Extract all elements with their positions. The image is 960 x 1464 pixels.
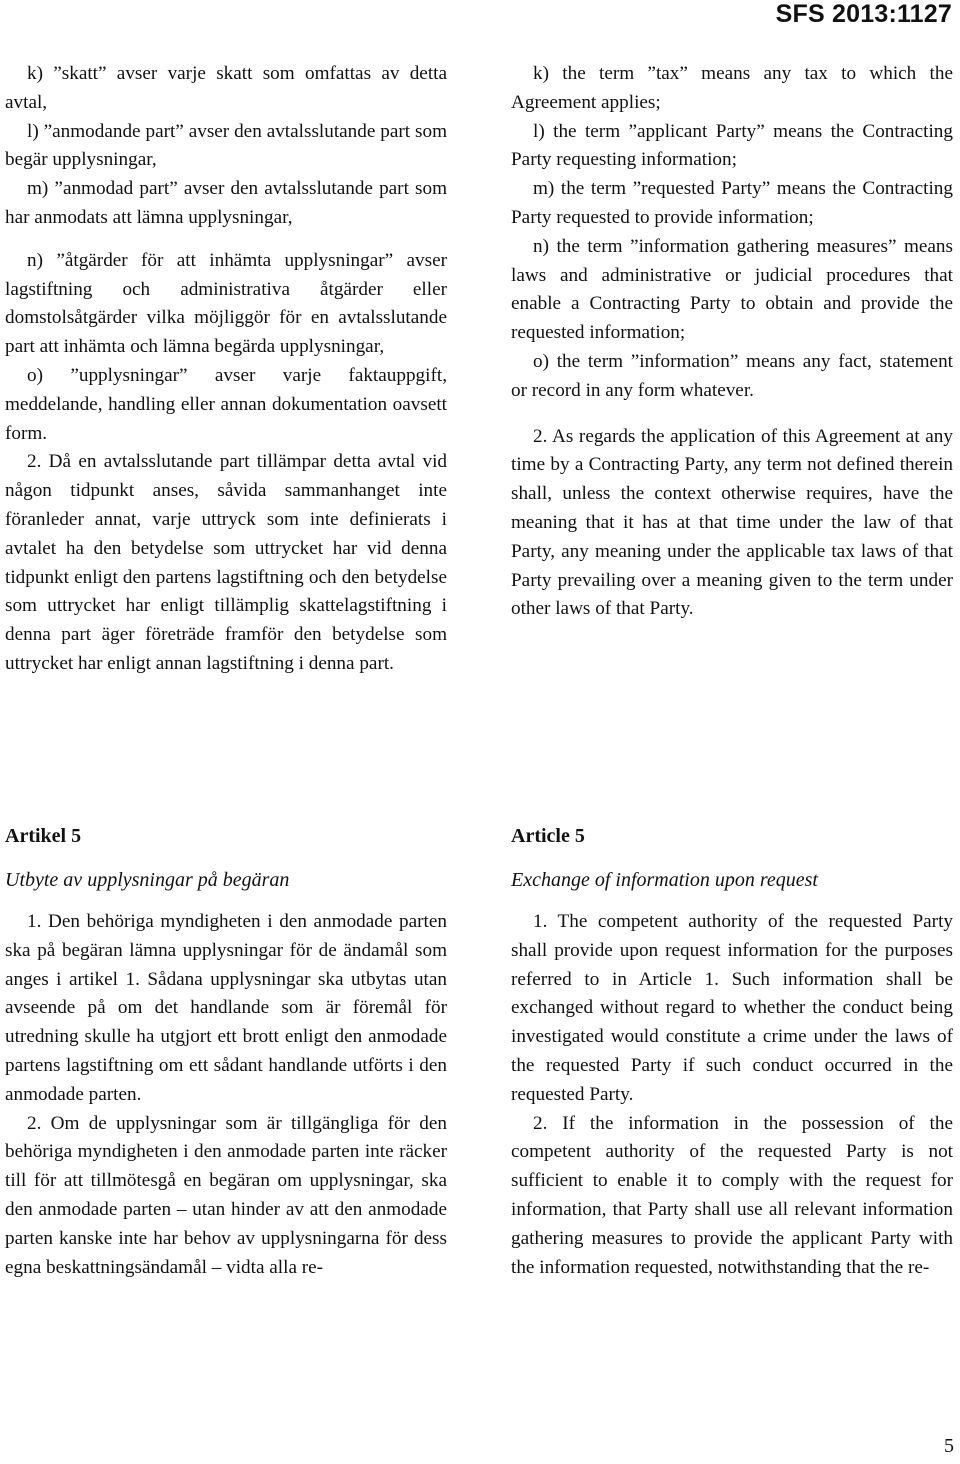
definition-l-en: l) the term ”applicant Party” means the Contracting Party requesting information; (511, 120, 953, 171)
article-5-paragraph-2-sv: 2. Om de upplysningar som är tillgängliga för den behöriga myndigheten i den anmodade parten inte räcker till för att tillmötesgå en begäran om upplysningar, ska den anmodade parten – utan hinder av att den anmodade parten kanske inte har behov av upplysningarna för dess egna beskattningsändamål – vidta alla re- (5, 1112, 447, 1278)
definition-n-en: n) the term ”information gathering measures” means laws and administrative or judicial procedures that enable a Contracting Party to obtain and provide the requested information; (511, 235, 953, 344)
paragraph-2-sv: 2. Då en avtalsslutande part tillämpar detta avtal vid någon tidpunkt anses, såvida sammanhanget inte föranleder annat, varje uttryck som inte definierats i avtalet ha den betydelse som uttrycket har vid denna tidpunkt enligt den partens lagstiftning och den betydelse som uttrycket har enligt tillämplig skattelagstiftning i denna part äger företräde framför den betydelse som uttrycket har enligt annan lagstiftning i denna part. (5, 451, 447, 674)
paragraph-2-en: 2. As regards the application of this Agreement at any time by a Contracting Party, any term not defined therein shall, unless the context otherwise requires, have the meaning that it has at that time under the law of that Party, any meaning under the applicable tax laws of that Party prevailing over a meaning given to the term under other laws of that Party. (511, 425, 953, 620)
article-5-paragraph-1-en: 1. The competent authority of the requested Party shall provide upon request information for the purposes referred to in Article 1. Such information shall be exchanged without regard to whether the conduct being investigated would constitute a crime under the laws of the requested Party if such conduct occurred in the requested Party. (511, 911, 953, 1105)
article-subheading-sv: Utbyte av upplysningar på begäran (5, 869, 290, 891)
article-heading-sv: Artikel 5 (5, 825, 82, 847)
definition-o-sv: o) ”upplysningar” avser varje faktauppgift, meddelande, handling eller annan dokumentation oavsett form. (5, 364, 447, 444)
definition-o-en: o) the term ”information” means any fact, statement or record in any form whatever. (511, 350, 953, 401)
page-number: 5 (944, 1435, 954, 1457)
article-heading-en: Article 5 (511, 825, 585, 847)
sfs-reference: SFS 2013:1127 (775, 0, 952, 28)
article-5-paragraph-1-sv: 1. Den behöriga myndigheten i den anmodade parten ska på begäran lämna upplysningar för de ändamål som anges i artikel 1. Sådana upplysningar ska utbytas utan avseende på om det handlande som är föremål för utredning skulle ha utgjort ett brott enligt den anmodade partens lagstiftning om ett sådant handlande utförts i den anmodade parten. (5, 911, 447, 1105)
definition-k-sv: k) ”skatt” avser varje skatt som omfattas av detta avtal, (5, 63, 447, 113)
definition-n-sv: n) ”åtgärder för att inhämta upplysningar” avser lagstiftning och administrativa åtgärder eller domstolsåtgärder vilka möjliggör för en avtalsslutande part att inhämta och lämna begärda upplysningar, (5, 249, 447, 358)
article-subheading-en: Exchange of information upon request (511, 869, 818, 891)
definition-k-en: k) the term ”tax” means any tax to which the Agreement applies; (511, 63, 953, 113)
definition-m-sv: m) ”anmodad part” avser den avtalsslutande part som har anmodats att lämna upplysningar, (5, 178, 447, 228)
swedish-definitions (5, 60, 447, 679)
definition-l-sv: l) ”anmodande part” avser den avtalsslutande part som begär upplysningar, (5, 120, 447, 171)
definition-m-en: m) the term ”requested Party” means the Contracting Party requested to provide information; (511, 178, 953, 228)
article-5-paragraph-2-en: 2. If the information in the possession of the competent authority of the requested Party is not sufficient to enable it to comply with the request for information, that Party shall use all relevant information gathering measures to provide the applicant Party with the information requested, notwithstanding that the re- (511, 1112, 953, 1278)
article-5-body-en (511, 908, 953, 1282)
article-5-body-sv (5, 908, 447, 1282)
english-definitions (511, 60, 953, 624)
